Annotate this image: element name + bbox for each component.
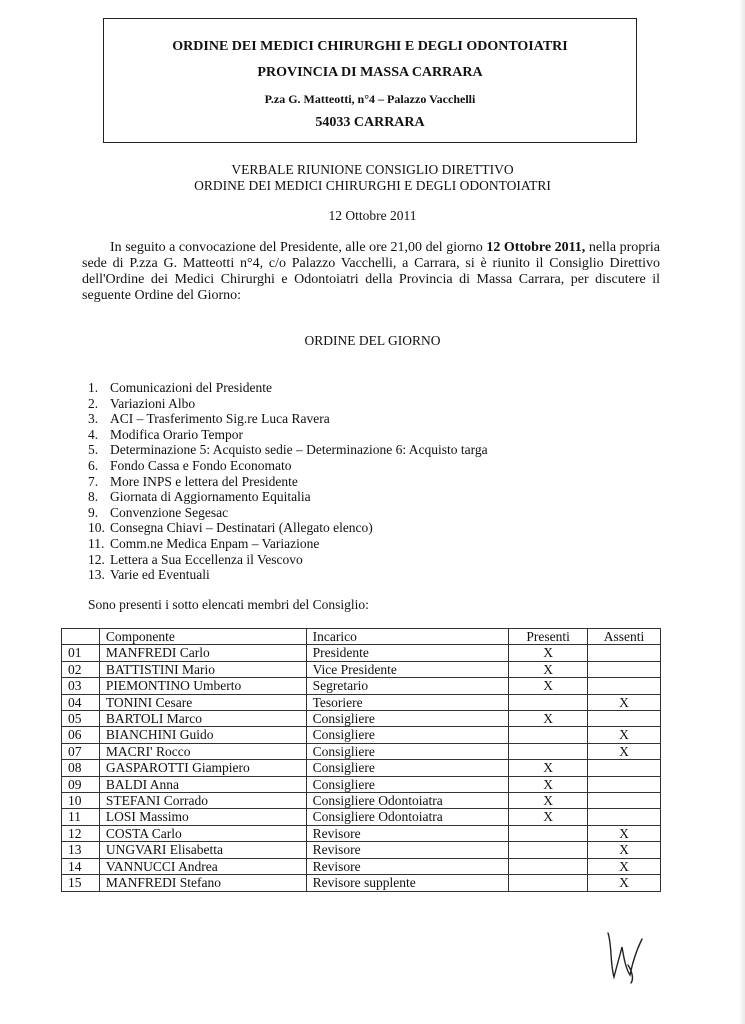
header-num: [62, 629, 100, 645]
letterhead-box: [103, 18, 637, 143]
agenda-item-text: Determinazione 5: Acquisto sedie – Determinazione 6: Acquisto targa: [110, 442, 488, 458]
agenda-item: [88, 505, 488, 521]
intro-paragraph: [82, 240, 660, 304]
document-subtitle: ORDINE DEI MEDICI CHIRURGHI E DEGLI ODONTOIATRI: [194, 178, 551, 193]
agenda-item-number: 5.: [88, 442, 99, 458]
member-number: 15: [62, 875, 100, 891]
table-row: [62, 727, 661, 743]
member-absent-mark: X: [588, 825, 661, 841]
member-name: BARTOLI Marco: [99, 711, 306, 727]
member-name: MACRI' Rocco: [99, 743, 306, 759]
agenda-item-text: Fondo Cassa e Fondo Economato: [110, 457, 292, 473]
member-absent-mark: X: [588, 875, 661, 891]
member-absent-mark: [588, 776, 661, 792]
agenda-item-number: 11.: [88, 535, 105, 551]
table-row: [62, 825, 661, 841]
table-row: [62, 760, 661, 776]
member-name: BATTISTINI Mario: [99, 661, 306, 677]
member-number: 12: [62, 825, 100, 841]
signature-initials: [598, 925, 648, 985]
member-present-mark: [509, 858, 588, 874]
member-absent-mark: X: [588, 743, 661, 759]
agenda-item-number: 7.: [88, 473, 99, 489]
table-row: [62, 809, 661, 825]
member-number: 09: [62, 776, 100, 792]
agenda-item-text: Comm.ne Medica Enpam – Variazione: [110, 535, 320, 551]
member-present-mark: [509, 694, 588, 710]
table-row: [62, 645, 661, 661]
document-title: VERBALE RIUNIONE CONSIGLIO DIRETTIVO: [231, 162, 514, 177]
member-name: TONINI Cesare: [99, 694, 306, 710]
member-present-mark: X: [509, 776, 588, 792]
agenda-item: [88, 427, 488, 443]
agenda-item: [88, 489, 488, 505]
member-role: Consigliere Odontoiatra: [306, 793, 509, 809]
table-row: [62, 776, 661, 792]
member-role: Consigliere Odontoiatra: [306, 809, 509, 825]
letterhead-city: 54033 CARRARA: [315, 115, 425, 130]
member-present-mark: [509, 743, 588, 759]
agenda-item: [88, 396, 488, 412]
member-number: 14: [62, 858, 100, 874]
agenda-item: [88, 536, 488, 552]
member-role: Consigliere: [306, 743, 509, 759]
member-absent-mark: [588, 760, 661, 776]
member-name: VANNUCCI Andrea: [99, 858, 306, 874]
member-role: Revisore: [306, 825, 509, 841]
table-row: [62, 743, 661, 759]
agenda-item: [88, 411, 488, 427]
agenda-item-number: 13.: [88, 567, 105, 583]
agenda-item-number: 3.: [88, 411, 99, 427]
agenda-item: [88, 474, 488, 490]
agenda-item-text: Consegna Chiavi – Destinatari (Allegato elenco): [110, 520, 373, 536]
agenda-item-text: Lettera a Sua Eccellenza il Vescovo: [110, 551, 303, 567]
agenda-item-number: 4.: [88, 426, 99, 442]
letterhead-province: PROVINCIA DI MASSA CARRARA: [257, 65, 483, 80]
member-name: PIEMONTINO Umberto: [99, 678, 306, 694]
member-role: Vice Presidente: [306, 661, 509, 677]
agenda-item-text: Varie ed Eventuali: [110, 567, 210, 583]
agenda-item-text: Variazioni Albo: [110, 395, 196, 411]
member-name: BIANCHINI Guido: [99, 727, 306, 743]
agenda-item-text: Convenzione Segesac: [110, 504, 229, 520]
member-present-mark: [509, 875, 588, 891]
agenda-item-text: Giornata di Aggiornamento Equitalia: [110, 489, 311, 505]
member-role: Segretario: [306, 678, 509, 694]
letterhead-address: P.za G. Matteotti, n°4 – Palazzo Vacchelli: [264, 92, 476, 106]
member-present-mark: X: [509, 760, 588, 776]
members-table-header-row: [62, 629, 661, 645]
member-absent-mark: [588, 711, 661, 727]
agenda-item-number: 1.: [88, 380, 99, 395]
member-name: COSTA Carlo: [99, 825, 306, 841]
agenda-item-number: 9.: [88, 504, 99, 520]
members-table: [61, 628, 661, 892]
member-number: 13: [62, 842, 100, 858]
members-table-body: [62, 645, 661, 891]
agenda-item-text: Comunicazioni del Presidente: [110, 380, 272, 395]
member-number: 01: [62, 645, 100, 661]
agenda-item-text: More INPS e lettera del Presidente: [110, 473, 298, 489]
letterhead-org: ORDINE DEI MEDICI CHIRURGHI E DEGLI ODONTOIATRI: [172, 39, 568, 54]
member-absent-mark: [588, 678, 661, 694]
agenda-item-number: 2.: [88, 395, 99, 411]
agenda-item-text: Modifica Orario Tempor: [110, 426, 244, 442]
agenda-item: [88, 567, 488, 583]
document-date: 12 Ottobre 2011: [328, 208, 417, 223]
member-number: 05: [62, 711, 100, 727]
agenda-list: [88, 380, 488, 583]
member-role: Consigliere: [306, 776, 509, 792]
member-role: Consigliere: [306, 727, 509, 743]
agenda-item: [88, 380, 488, 396]
member-absent-mark: [588, 793, 661, 809]
member-absent-mark: [588, 645, 661, 661]
intro-text-start: In seguito a convocazione del Presidente, alle ore 21,00 del giorno: [110, 240, 487, 255]
member-number: 03: [62, 678, 100, 694]
member-number: 02: [62, 661, 100, 677]
member-name: LOSI Massimo: [99, 809, 306, 825]
agenda-item: [88, 458, 488, 474]
member-present-mark: X: [509, 793, 588, 809]
member-name: MANFREDI Stefano: [99, 875, 306, 891]
agenda-item-number: 8.: [88, 489, 99, 505]
agenda-item-number: 10.: [88, 520, 105, 536]
member-name: GASPAROTTI Giampiero: [99, 760, 306, 776]
member-number: 11: [62, 809, 100, 825]
member-name: UNGVARI Elisabetta: [99, 842, 306, 858]
intro-text-end: nella propria sede di P.zza G. Matteotti n°4, c/o Palazzo Vacchelli, a Carrara, si è riunito il Consiglio Direttivo dell'Ordine dei Medici Chirurghi e Odontoiatri della Provincia di Massa Carrara, per discutere il seguente Ordine del Giorno:: [82, 240, 661, 303]
table-row: [62, 711, 661, 727]
member-name: STEFANI Corrado: [99, 793, 306, 809]
member-role: Presidente: [306, 645, 509, 661]
table-row: [62, 694, 661, 710]
intro-date: 12 Ottobre 2011,: [486, 240, 586, 255]
member-number: 08: [62, 760, 100, 776]
member-role: Revisore: [306, 842, 509, 858]
member-number: 06: [62, 727, 100, 743]
member-role: Revisore: [306, 858, 509, 874]
header-presenti: Presenti: [509, 629, 588, 645]
table-row: [62, 678, 661, 694]
member-present-mark: X: [509, 711, 588, 727]
agenda-item: [88, 442, 488, 458]
member-present-mark: X: [509, 678, 588, 694]
agenda-item-number: 6.: [88, 457, 99, 473]
member-present-mark: X: [509, 661, 588, 677]
member-role: Consigliere: [306, 711, 509, 727]
member-role: Revisore supplente: [306, 875, 509, 891]
agenda-item: [88, 552, 488, 568]
member-absent-mark: [588, 661, 661, 677]
agenda-item-number: 12.: [88, 551, 105, 567]
table-row: [62, 875, 661, 891]
member-number: 07: [62, 743, 100, 759]
member-name: MANFREDI Carlo: [99, 645, 306, 661]
scan-edge: [739, 0, 745, 1024]
header-assenti: Assenti: [588, 629, 661, 645]
member-absent-mark: X: [588, 842, 661, 858]
member-role: Tesoriere: [306, 694, 509, 710]
member-absent-mark: X: [588, 858, 661, 874]
header-componente: Componente: [99, 629, 306, 645]
member-number: 10: [62, 793, 100, 809]
agenda-item: [88, 520, 488, 536]
table-row: [62, 842, 661, 858]
table-row: [62, 793, 661, 809]
table-row: [62, 661, 661, 677]
member-absent-mark: X: [588, 694, 661, 710]
member-role: Consigliere: [306, 760, 509, 776]
member-present-mark: X: [509, 809, 588, 825]
header-incarico: Incarico: [306, 629, 509, 645]
member-present-mark: [509, 727, 588, 743]
agenda-item-text: ACI – Trasferimento Sig.re Luca Ravera: [110, 411, 330, 427]
member-number: 04: [62, 694, 100, 710]
member-present-mark: X: [509, 645, 588, 661]
member-present-mark: [509, 825, 588, 841]
member-present-mark: [509, 842, 588, 858]
member-absent-mark: X: [588, 727, 661, 743]
member-absent-mark: [588, 809, 661, 825]
table-row: [62, 858, 661, 874]
member-name: BALDI Anna: [99, 776, 306, 792]
members-intro: Sono presenti i sotto elencati membri del Consiglio:: [88, 597, 369, 612]
agenda-heading: ORDINE DEL GIORNO: [304, 333, 441, 348]
